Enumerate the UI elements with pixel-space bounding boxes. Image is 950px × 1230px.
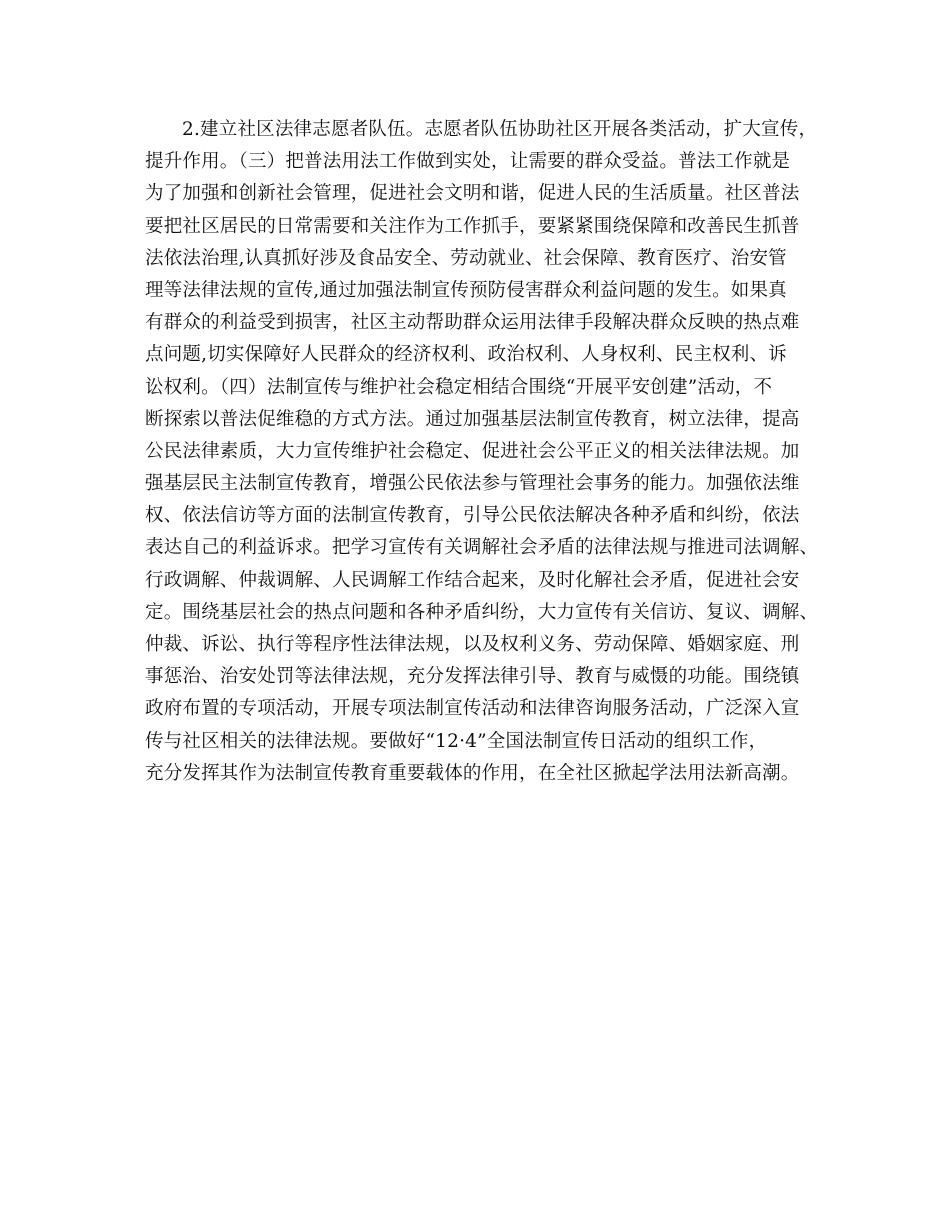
text-line: 行政调解、仲裁调解、人民调解工作结合起来，及时化解社会矛盾，促进社会安 <box>145 569 800 591</box>
text-line: 断探索以普法促维稳的方式方法。通过加强基层法制宣传教育，树立法律，提高 <box>145 408 800 430</box>
text-line: 仲裁、诉讼、执行等程序性法律法规，以及权利义务、劳动保障、婚姻家庭、刑 <box>145 634 800 655</box>
text-line: 传与社区相关的法律法规。要做好“12·4”全国法制宣传日活动的组织工作， <box>145 730 768 752</box>
text-line: 权、依法信访等方面的法制宣传教育，引导公民依法解决各种矛盾和纠纷，依法 <box>145 505 800 527</box>
text-line: 政府布置的专项活动，开展专项法制宣传活动和法律咨询服务活动，广泛深入宣 <box>145 698 800 720</box>
text-line: 有群众的利益受到损害，社区主动帮助群众运用法律手段解决群众反映的热点难 <box>145 312 800 334</box>
text-line: 点问题,切实保障好人民群众的经济权利、政治权利、人身权利、民主权利、诉 <box>145 344 787 366</box>
text-line: 为了加强和创新社会管理，促进社会文明和谐，促进人民的生活质量。社区普法 <box>145 183 800 205</box>
text-line: 事惩治、治安处罚等法律法规，充分发挥法律引导、教育与威慑的功能。围绕镇 <box>145 666 800 688</box>
text-line: 充分发挥其作为法制宣传教育重要载体的作用，在全社区掀起学法用法新高潮。 <box>145 762 800 784</box>
text-line: 要把社区居民的日常需要和关注作为工作抓手，要紧紧围绕保障和改善民生抓普 <box>145 215 800 237</box>
text-line: 法依法治理,认真抓好涉及食品安全、劳动就业、社会保障、教育医疗、治安管 <box>145 247 787 269</box>
document-body <box>145 114 825 790</box>
text-line: 提升作用。（三）把普法用法工作做到实处，让需要的群众受益。普法工作就是 <box>145 151 791 173</box>
text-line: 公民法律素质，大力宣传维护社会稳定、促进社会公平正义的相关法律法规。加 <box>145 440 800 462</box>
text-line: 理等法律法规的宣传,通过加强法制宣传预防侵害群众利益问题的发生。如果真 <box>145 279 787 301</box>
text-line: 表达自己的利益诉求。把学习宣传有关调解社会矛盾的法律法规与推进司法调解、 <box>145 537 819 559</box>
text-line: 2.建立社区法律志愿者队伍。志愿者队伍协助社区开展各类活动，扩大宣传， <box>182 119 818 140</box>
text-line: 定。围绕基层社会的热点问题和各种矛盾纠纷，大力宣传有关信访、复议、调解、 <box>145 601 819 623</box>
text-line: 强基层民主法制宣传教育，增强公民依法参与管理社会事务的能力。加强依法维 <box>145 473 800 495</box>
text-line: 讼权利。（四）法制宣传与维护社会稳定相结合围绕“开展平安创建”活动，不 <box>145 376 773 398</box>
